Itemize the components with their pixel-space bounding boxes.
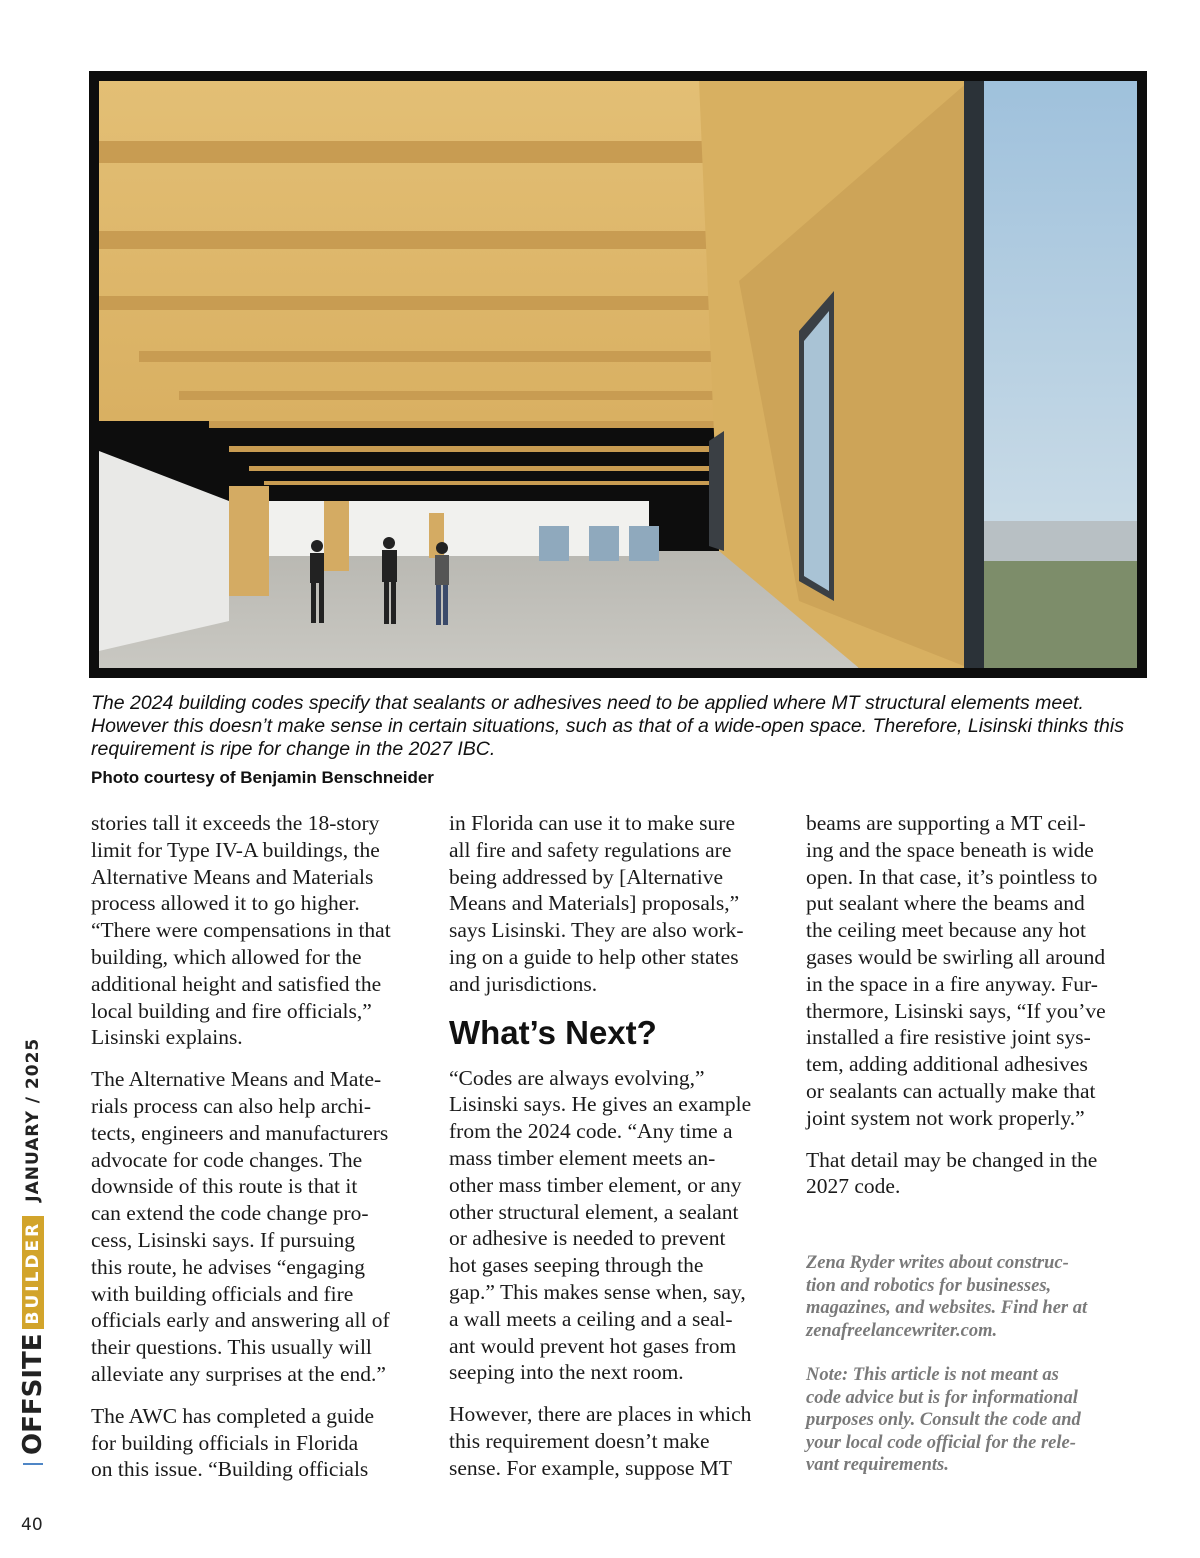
photo-credit: Photo courtesy of Benjamin Benschneider	[91, 768, 434, 787]
magazine-side-tag	[18, 1038, 48, 1465]
article-column-2	[449, 810, 799, 1497]
paragraph: stories tall it exceeds the 18-story limit for Type IV-A buildings, the Alternative Means and Materials process allowed it to go higher. “There were compensations in that building, which allowed for the additional height and satisfied the local building and fire officials,” Lisinski explains.	[91, 811, 391, 1050]
author-bio: Zena Ryder writes about construc- tion and robotics for businesses, magazines, and websites. Find her at zenafreelancewriter.com.	[806, 1253, 1088, 1341]
section-heading: What’s Next?	[449, 1013, 657, 1051]
issue-date: JANUARY / 2025	[23, 1037, 43, 1202]
article-column-3	[806, 810, 1156, 1492]
disclaimer-note: Note: This article is not meant as code advice but is for informational purposes only. Consult the code and your local code official for the rele- vant requirements.	[806, 1365, 1081, 1476]
paragraph: The Alternative Means and Mate- rials process can also help archi- tects, engineers and manufacturers advocate for code changes. The downside of this route is that it can extend the code change pro- cess, Lisinski says. If pursuing this route, he advises “engaging with building officials and fire officials early and answering all of their questions. This usually will alleviate any surprises at the end.”	[91, 1067, 390, 1386]
article-photo	[89, 71, 1147, 678]
paragraph: in Florida can use it to make sure all fire and safety regulations are being addressed by [Alternative Means and Materials] proposals,” says Lisinski. They are also work- ing on a guide to help other states and jurisdictions.	[449, 811, 744, 996]
page-number: 40	[21, 1515, 43, 1535]
article-column-1	[91, 810, 441, 1498]
paragraph: The AWC has completed a guide for building officials in Florida on this issue. “Building officials	[91, 1403, 375, 1482]
accent-bar	[23, 1463, 43, 1465]
paragraph: “Codes are always evolving,” Lisinski says. He gives an example from the 2024 code. “Any time a mass timber element meets an- other mass timber element, or any other structural element, a sealant or adhesive is needed to prevent hot gases seeping through the gap.” This makes sense when, say, a wall meets a ceiling and a seal- ant would prevent hot gases from seeping into the next room.	[449, 1065, 752, 1385]
timber-interior-image	[99, 81, 1137, 668]
photo-caption: The 2024 building codes specify that sealants or adhesives need to be applied where MT structural elements meet. However this doesn’t make sense in certain situations, such as that of a wide-open space. Therefore, Lisinski thinks this requirement is ripe for change in the 2027 IBC.	[91, 692, 1124, 760]
paragraph: However, there are places in which this requirement doesn’t make sense. For example, suppose MT	[449, 1402, 752, 1480]
paragraph: That detail may be changed in the 2027 code.	[806, 1147, 1098, 1199]
brand-builder: BUILDER	[22, 1216, 44, 1330]
brand-offsite: OFFSITE	[18, 1333, 48, 1455]
paragraph: beams are supporting a MT ceil- ing and the space beneath is wide open. In that case, it’s pointless to put sealant where the beams and the ceiling meet because any hot gases would be swirling all around in the space in a fire anyway. Fur- thermore, Lisinski says, “If you’ve installed a fire resistive joint sys- tem, adding additional adhesives or sealants can actually make that joint system not work properly.”	[806, 811, 1106, 1130]
